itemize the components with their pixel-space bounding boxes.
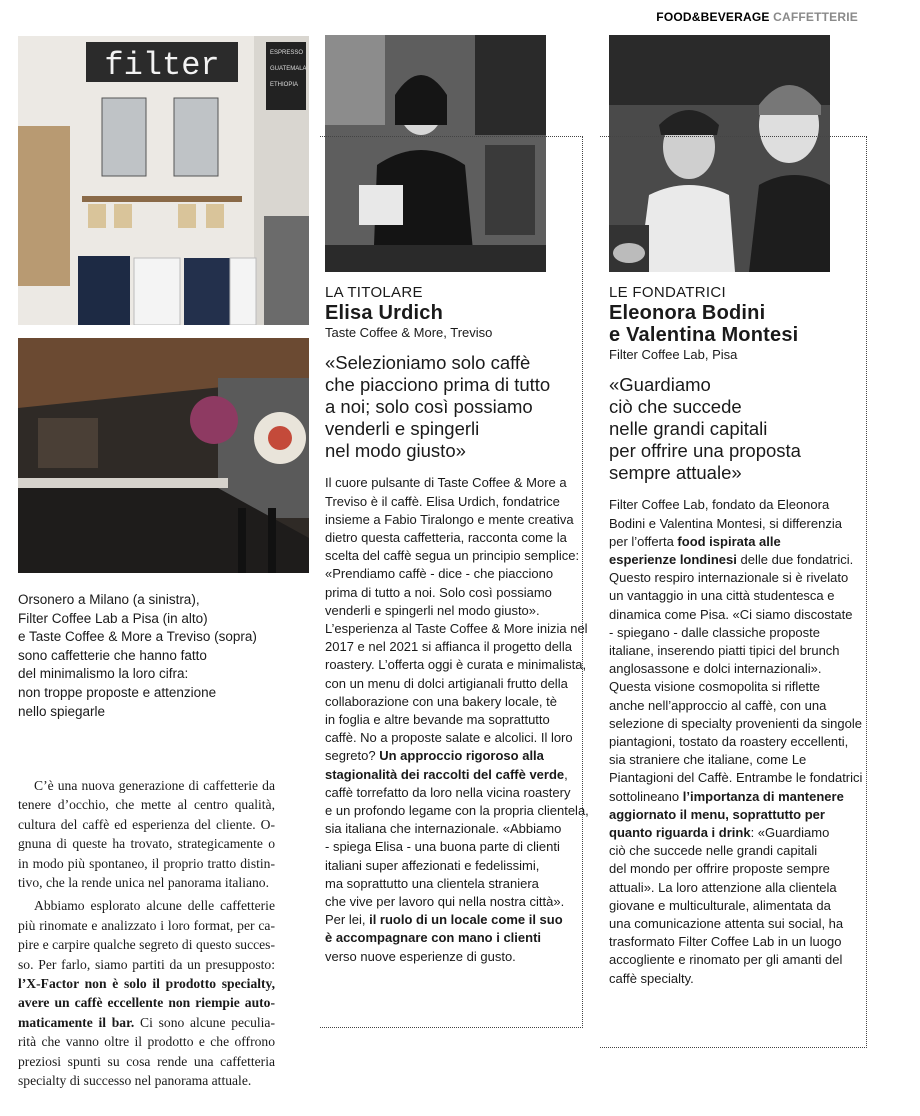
section-header <box>656 10 858 24</box>
profile-fondatrici <box>609 284 864 988</box>
filter-sign-text: filter <box>104 47 220 84</box>
profile-body: Filter Coffee Lab, fondato da Eleonora Bodini e Valentina Montesi, si differenzia per l’offerta food ispirata alle esperienze londinesi delle due fondatrici. Questo respiro internazionale si è rivelato un vantaggio in una città studentesca e dinamica come Pisa. «Ci siamo discostate - spiegano - dalle classiche proposte italiane, inserendo piatti tipici del brunch anglosassone e dolci internazionali». Questa visione cosmopolita si riflette anche nell’approccio al caffè, con una selezione di specialty provenienti da singole piantagioni, tostato da roastery eccellenti, sia straniere che italiane, come Le Piantagioni del Caffè. Entrambe le fondatrici sottolineano l’importanza di mantenere aggiornato il menu, soprattutto per quanto riguarda i drink: «Guardiamo ciò che succede nelle grandi capitali del mondo per offrire proposte sempre attuali». La loro attenzione alla clientela giovane e multiculturale, alimentata da una comunicazione attenta sui social, ha trasformato Filter Coffee Lab in un luogo accogliente e rinomato per gli amanti del caffè specialty. <box>609 497 863 986</box>
profile-role: LE FONDATRICI <box>609 284 726 301</box>
profile-quote: «Selezioniamo solo caffè che piacciono prima di tutto a noi; solo così possiamo venderli e spingerli nel modo giusto» <box>325 352 551 462</box>
photo-filter-coffee-lab <box>18 36 309 325</box>
svg-text:GUATEMALA: GUATEMALA <box>270 66 307 72</box>
photo-filter-illustration <box>18 36 309 325</box>
profile-business: Filter Coffee Lab, Pisa <box>609 347 738 363</box>
profile-elisa-urdich <box>325 284 589 966</box>
profile-body: Il cuore pulsante di Taste Coffee & More a Treviso è il caffè. Elisa Urdich, fondatrice insieme a Fabio Tiralongo e mente creativa dietro questa caffetteria, racconta come la scelta del caffè segua un principio semplice: «Prendiamo caffè - dice - che piacciono prima di tutto a noi. Solo così possiamo venderli e spingerli nel modo giusto». L’esperienza al Taste Coffee & More inizia nel 2017 e nel 2021 si affianca il progetto della roastery. L’offerta oggi è curata e minimalista, con un menu di dolci artigianali frutto della collaborazione con una bakery locale, tè in foglia e altre bevande ma soprattutto caffè. No a proposte salate e alcolici. Il loro segreto? Un approccio rigoroso alla stagionalità dei raccolti del caffè verde, caffè torrefatto da loro nella vicina roastery e un profondo legame con la propria clientela, sia italiana che internazionale. «Abbiamo - spiega Elisa - una buona parte di clienti italiani super affezionati e fedelissimi, ma soprattutto una clientela straniera che vive per lavoro qui nella nostra città». Per lei, il ruolo di un locale come il suo è accompagnare con mano i clienti verso nuove esperienze di gusto. <box>325 475 589 964</box>
profile-name: Elisa Urdich <box>325 302 443 325</box>
profile-role: LA TITOLARE <box>325 284 423 301</box>
article-intro <box>18 776 275 1091</box>
subsection-label: CAFFETTERIE <box>773 10 858 24</box>
photo-orsonero-illustration <box>18 338 309 573</box>
profile-name: Eleonora Bodini e Valentina Montesi <box>609 302 799 347</box>
profile-business: Taste Coffee & More, Treviso <box>325 325 493 341</box>
section-label: FOOD&BEVERAGE <box>656 10 770 24</box>
intro-paragraph-2: Abbiamo esplorato alcune delle caffetterie più rinomate e analizzato i loro format, per ca- pire e carpire qualche segreto di questo succes- so. Per farlo, siamo partiti da un presupposto: l’X-Factor non è solo il prodotto specialty, avere un caffè eccellente non riempie auto- maticamente il bar. Ci sono alcune peculia- rità che vanno oltre il prodotto e che offrono preziosi spunti su cosa rende una caffetteria specialty di successo nel panorama attuale. <box>18 898 275 1089</box>
photo-orsonero <box>18 338 309 573</box>
svg-text:ESPRESSO: ESPRESSO <box>270 50 304 56</box>
intro-paragraph-1: C’è una nuova generazione di caffetterie da tenere d’occhio, che mette al centro qualità, cultura del caffè ed esperienza del cliente. O- gnuna di queste ha trovato, strategicamente o in modo più spontaneo, il proprio tratto distin- tivo, che la rende unica nel panorama italiano. <box>18 778 275 891</box>
photo-caption: Orsonero a Milano (a sinistra), Filter Coffee Lab a Pisa (in alto) e Taste Coffee & More a Treviso (sopra) sono caffetterie che hanno fatto del minimalismo la loro cifra: non troppe proposte e attenzione nello spiegarle <box>18 592 257 719</box>
svg-text:ETHIOPIA: ETHIOPIA <box>270 82 299 88</box>
profile-quote: «Guardiamo ciò che succede nelle grandi capitali per offrire una proposta sempre attuale» <box>609 374 801 484</box>
